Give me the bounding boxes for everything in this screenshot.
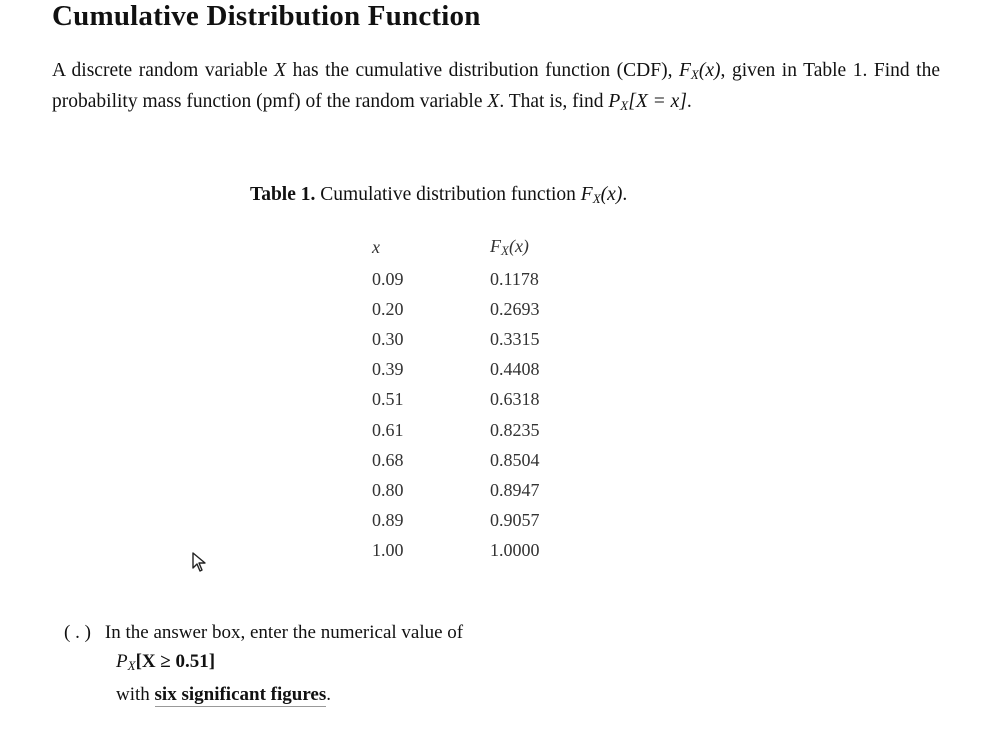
cell-x: 0.80 <box>372 479 404 500</box>
cdf-table <box>372 230 590 566</box>
table-row <box>372 324 590 354</box>
cell-fx: 0.4408 <box>490 359 540 380</box>
cell-fx: 1.0000 <box>490 540 540 561</box>
cell-fx: 0.8504 <box>490 449 540 470</box>
table-row <box>372 536 590 566</box>
table-row <box>372 294 590 324</box>
problem-statement: A discrete random variable X has the cumulative distribution function (CDF), $F_X(x)$, given in Table 1. Find the probability mass function (pmf) of the random variable X. That is, find $P_X[X = x]$. <box>52 60 941 113</box>
question-part <box>64 618 463 709</box>
cell-fx: 0.8235 <box>490 419 540 440</box>
page-title: Cumulative Distribution Function <box>52 0 481 32</box>
table-row <box>372 415 590 445</box>
question-line-1: ( . ) In the answer box, enter the numerical value of <box>64 622 464 643</box>
cell-x: 0.39 <box>372 359 404 380</box>
cell-x: 0.30 <box>372 328 404 349</box>
mouse-pointer-icon <box>192 552 208 572</box>
question-line-3: with six significant figures. <box>116 684 331 705</box>
table-header-row <box>372 230 590 264</box>
cell-fx: 0.1178 <box>490 268 539 289</box>
header-fx: $F_X(x)$ <box>490 235 529 258</box>
cell-x: 1.00 <box>372 540 404 561</box>
cell-x: 0.09 <box>372 268 404 289</box>
cell-x: 0.89 <box>372 510 404 531</box>
table-row <box>372 385 590 415</box>
cell-fx: 0.9057 <box>490 510 540 531</box>
table-row <box>372 355 590 385</box>
table-row <box>372 264 590 294</box>
cell-x: 0.68 <box>372 449 404 470</box>
cell-fx: 0.8947 <box>490 479 540 500</box>
header-x: x <box>372 236 380 257</box>
cell-fx: 0.2693 <box>490 298 540 319</box>
table-caption: Table 1. Cumulative distribution function $F_X(x)$. <box>250 184 628 206</box>
cell-x: 0.20 <box>372 298 404 319</box>
cell-fx: 0.6318 <box>490 389 540 410</box>
table-row <box>372 445 590 475</box>
cell-x: 0.51 <box>372 389 404 410</box>
cell-x: 0.61 <box>372 419 404 440</box>
cell-fx: 0.3315 <box>490 328 540 349</box>
table-row <box>372 475 590 505</box>
question-expression: $P_X[X \ge 0.51]$ <box>116 651 216 673</box>
table-row <box>372 506 590 536</box>
